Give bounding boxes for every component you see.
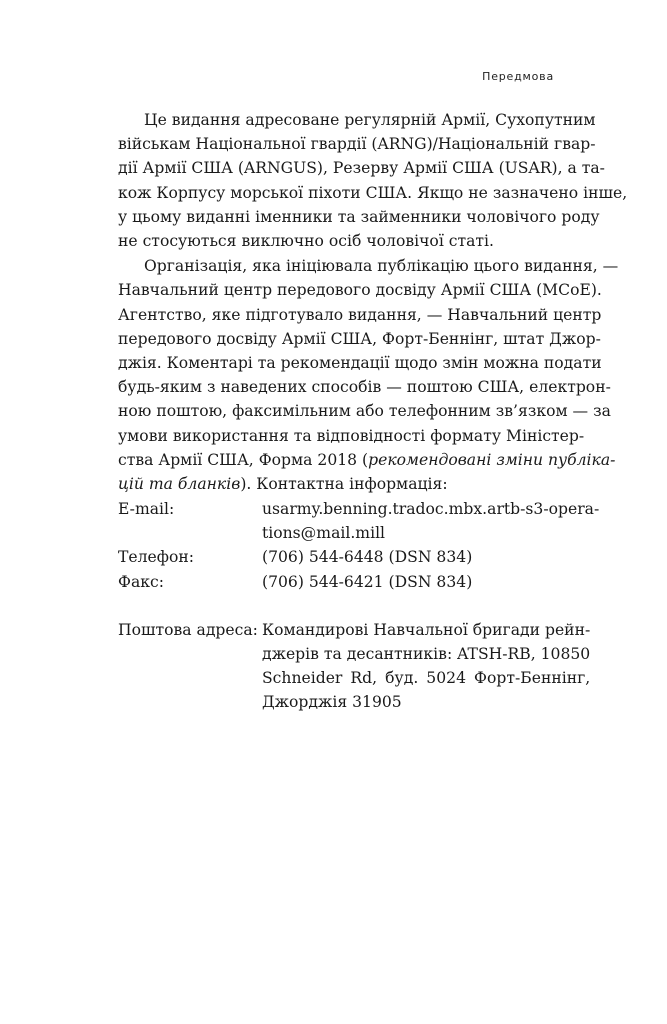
paragraph-line: передового досвіду Армії США, Форт-Беннінг, штат Джор- [118, 329, 601, 348]
address-line: Джорджія 31905 [262, 693, 402, 712]
paragraph-audience [118, 108, 628, 253]
paragraph-line: джія. Коментарі та рекомендації щодо змін можна подати [118, 354, 602, 373]
body-text [118, 108, 628, 496]
spacer [118, 594, 580, 618]
paragraph-line: Організація, яка ініціювала публікацію цього видання, — [144, 257, 619, 276]
address-value [262, 618, 590, 715]
email-value [262, 497, 599, 545]
paragraph-organization [118, 254, 619, 496]
contact-info [118, 497, 600, 715]
contact-row-email [118, 497, 600, 545]
paragraph-line [118, 472, 580, 496]
address-label: Поштова адреса: [118, 620, 258, 639]
paragraph-line: Це видання адресоване регулярній Армії, Сухопутним [144, 111, 596, 129]
paragraph-line: умови використання та відповідності формату Міністер- [118, 426, 585, 445]
paragraph-line: ною поштою, факсимільним або телефонним зв’язком — за [118, 402, 611, 421]
italic-text: цій та бланків [118, 475, 241, 494]
paragraph-line: у цьому виданні іменники та займенники чоловічого роду [118, 207, 600, 226]
paragraph-line: дії Армії США (ARNGUS), Резерву Армії США (USAR), а та- [118, 159, 605, 178]
paragraph-text: ства Армії США, Форма 2018 ( [118, 450, 369, 469]
address-line: Schneider Rd, буд. 5024 Форт-Беннінг, [262, 669, 591, 688]
paragraph-line: Навчальний центр передового досвіду Армії США (MCoE). [118, 281, 602, 300]
phone-value: (706) 544-6448 (DSN 834) [262, 548, 473, 567]
contact-row-phone [118, 545, 580, 569]
address-line: джерів та десантників: ATSH-RB, 10850 [262, 645, 591, 664]
paragraph-line: Агентство, яке підготувало видання, — Навчальний центр [118, 305, 602, 324]
contact-row-fax [118, 570, 580, 594]
italic-text: рекомендовані зміни публіка- [368, 450, 616, 469]
address-line: Командирові Навчальної бригади рейн- [262, 620, 591, 639]
paragraph-line: будь-яким з наведених способів — поштою США, електрон- [118, 378, 611, 397]
fax-value: (706) 544-6421 (DSN 834) [262, 572, 473, 591]
paragraph-line: не стосуються виключно осіб чоловічої статі. [118, 232, 494, 251]
contact-row-address [118, 618, 591, 715]
paragraph-text: ). Контактна інформація: [240, 475, 448, 494]
running-title: Передмова [482, 70, 554, 83]
email-value-line: tions@mail.mill [262, 524, 386, 543]
email-label: E-mail: [118, 500, 175, 518]
paragraph-line: військам Національної гвардії (ARNG)/Національній гвар- [118, 135, 596, 154]
email-value-line: usarmy.benning.tradoc.mbx.artb-s3-opera- [262, 500, 600, 518]
phone-label: Телефон: [118, 548, 195, 567]
fax-label: Факс: [118, 572, 164, 591]
paragraph-line [118, 448, 616, 472]
paragraph-line: кож Корпусу морської піхоти США. Якщо не зазначено інше, [118, 183, 628, 202]
